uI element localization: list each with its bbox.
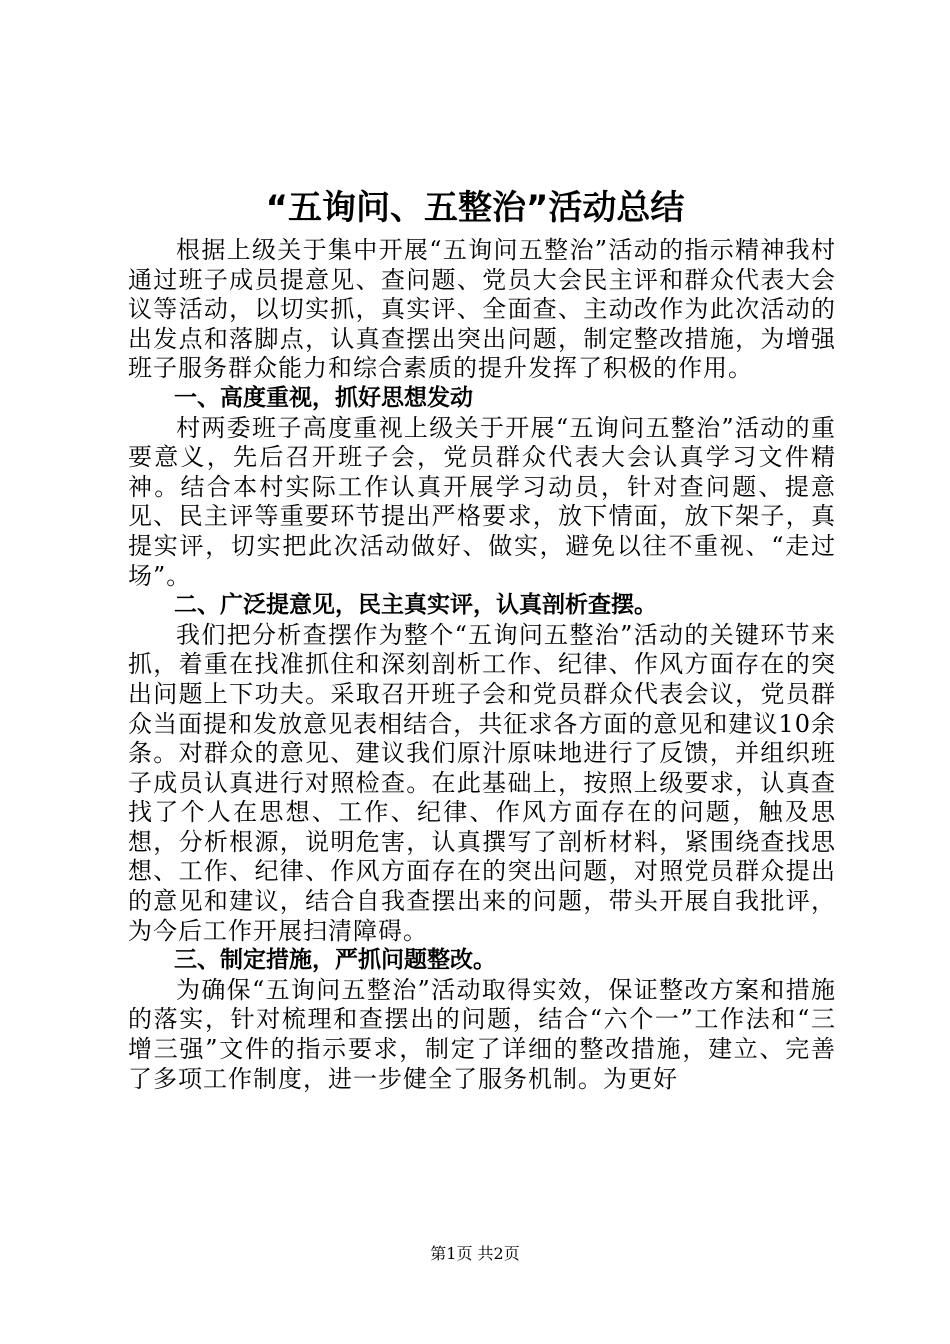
section-heading-2: 二、广泛提意见，民主真实评，认真剖析查摆。 <box>174 592 657 619</box>
paragraph-section-1: 村两委班子高度重视上级关于开展“五询问五整治”活动的重要意义，先后召开班子会，党员群众代表大会认真学习文件精神。结合本村实际工作认真开展学习动员，针对查问题、提意见、民主评等重要环节提出严格要求，放下情面，放下架子，真提实评，切实把此次活动做好、做实，避免以往不重视、“走过场”。 <box>128 413 836 590</box>
paragraph-section-2: 我们把分析查摆作为整个“五询问五整治”活动的关键环节来抓，着重在找准抓住和深刻剖析工作、纪律、作风方面存在的突出问题上下功夫。采取召开班子会和党员群众代表会议，党员群众当面提和发放意见表相结合，共征求各方面的意见和建议10余条。对群众的意见、建议我们原汁原味地进行了反馈，并组织班子成员认真进行对照检查。在此基础上，按照上级要求，认真查找了个人在思想、工作、纪律、作风方面存在的问题，触及思想，分析根源，说明危害，认真撰写了剖析材料，紧围绕查找思想、工作、纪律、作风方面存在的突出问题，对照党员群众提出的意见和建议，结合自我查摆出来的问题，带头开展自我批评，为今后工作开展扫清障碍。 <box>128 620 836 945</box>
section-heading-1: 一、高度重视，抓好思想发动 <box>174 384 473 411</box>
paragraph-section-3: 为确保“五询问五整治”活动取得实效，保证整改方案和措施的落实，针对梳理和查摆出的问题，结合“六个一”工作法和“三增三强”文件的指示要求，制定了详细的整改措施，建立、完善了多项工作制度，进一步健全了服务机制。为更好 <box>128 975 836 1093</box>
paragraph-intro: 根据上级关于集中开展“五询问五整治”活动的指示精神我村通过班子成员提意见、查问题、党员大会民主评和群众代表大会议等活动，以切实抓，真实评、全面查、主动改作为此次活动的出发点和落脚点，认真查摆出突出问题，制定整改措施，为增强班子服务群众能力和综合素质的提升发挥了积极的作用。 <box>128 236 836 383</box>
page-footer: 第1页 共2页 <box>430 1244 520 1263</box>
document-title: “五询问、五整治”活动总结 <box>265 188 685 228</box>
section-heading-3: 三、制定措施，严抓问题整改。 <box>174 947 496 974</box>
document-body <box>128 236 836 1094</box>
